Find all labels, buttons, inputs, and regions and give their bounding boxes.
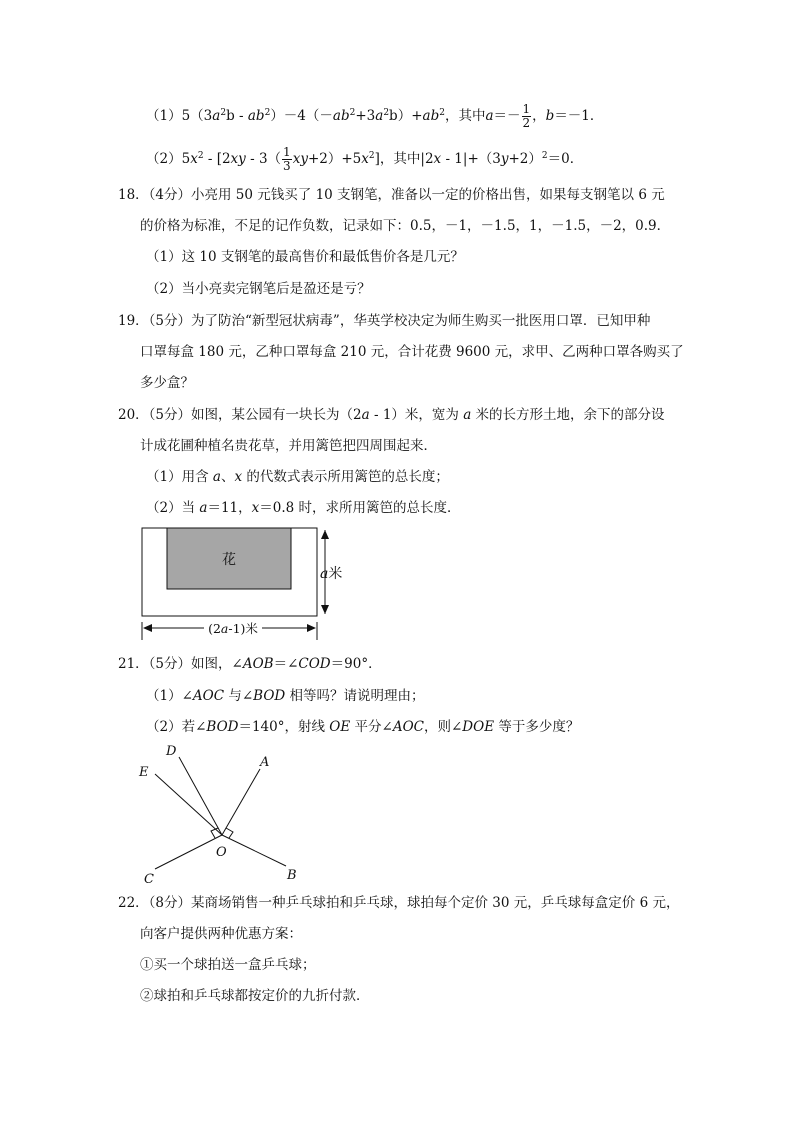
q17-p1-expr: ）－4（－ [270,108,333,124]
angle-COD: COD [298,656,331,672]
q20-text: 米的长方形土地，余下的部分设 [471,407,665,423]
point-D-label: D [166,744,177,759]
point-O-label: O [216,845,227,860]
var-a: a [463,407,472,423]
length-label: (2a-1)米 [208,621,258,636]
q21-text: 与∠ [224,688,254,704]
q17-p2-expr: - 3（ [245,151,282,167]
q17-p1-expr: 5（3 [181,108,213,124]
angle-AOC: AOC [192,688,225,704]
q17-p1-expr: b - [226,108,248,124]
q20-figure [130,522,360,647]
q20-line1 [118,405,665,425]
var-x: x [361,151,369,167]
q17-part1: $(1)5(3a^2b - ab^2)-4(-ab^2+3a^2b)+ab^2$，其中a＝－ $\frac{1}{2}$ ，b＝－1． [146,102,604,130]
var-ab: ab [422,108,440,124]
q20-text: （2）当 [146,500,200,516]
angle-AOC: AOC [392,719,424,735]
q21-text: 平分∠ [350,719,393,735]
right-angle-mark-COD [211,828,218,838]
ray-OE: OE [329,719,351,735]
q21-question1 [146,686,425,706]
var-a: a [212,108,221,124]
q21-line1 [118,654,382,674]
q17-p2-expr: 5 [181,151,191,167]
q17-p2-expr: - 1|+（3 [441,151,501,167]
q17-p2-expr: ＝0． [547,151,584,167]
var-x: x [251,500,260,516]
point-C-label: C [144,872,154,887]
width-label: a米 [320,566,343,582]
var-xy: xy [292,151,308,167]
q20-text: 、 [220,469,235,485]
q20-text: ＝0.8 时，求所用篱笆的总长度． [259,500,461,516]
q21-text: （2）若∠ [146,719,207,735]
q17-p1-cond: ，其中 [444,108,486,124]
q22-line2: 向客户提供两种优惠方案： [140,926,302,942]
q19-line1: 19．（5分）为了防治“新型冠状病毒”，华英学校决定为师生购买一批医用口罩．已知甲种 [118,313,651,329]
q20-text: 的代数式表示所用篱笆的总长度； [242,469,449,485]
q18-question2: （2）当小亮卖完钢笔后是盈还是亏？ [146,281,371,297]
q21-text: 等于多少度？ [494,719,580,735]
var-a: a [375,108,384,124]
q21-text: （1）∠ [146,688,193,704]
q17-part1-label: （1） [146,108,182,124]
q21-question2 [146,717,579,737]
var-a: a [212,469,221,485]
point-B-label: B [287,868,297,883]
arrow-left-icon [143,624,152,632]
q21-figure [130,738,310,888]
point-E-label: E [139,765,149,780]
q17-p2-expr: ]，其中|2 [374,151,434,167]
q17-p1-expr: +3 [355,108,376,124]
q17-p1-expr: b）+ [389,108,423,124]
fraction-half: $\frac{1}{2}$ [522,102,531,130]
angle-BOD: BOD [206,719,239,735]
q17-p2-expr: - [2 [203,151,231,167]
q17-p2-expr: +2） [508,151,542,167]
var-a: a [485,108,494,124]
ray-OA-line [222,769,260,835]
q20-text: ＝11， [207,500,252,516]
var-x: x [190,151,198,167]
var-x: x [433,151,442,167]
q18-line2: 的价格为标准，不足的记作负数，记录如下：0.5，－1，－1.5，1，－1.5，－2，0.9． [140,218,671,234]
q20-text: （1）用含 [146,469,213,485]
arrow-right-icon [307,624,316,632]
q21-text: ＝140°，射线 [238,719,330,735]
q17-p2-expr: +2）+5 [307,151,362,167]
q20-question2 [146,498,461,518]
q17-p1-eq: ＝－1． [554,108,604,124]
q22-option2: ②球拍和乒乓球都按定价的九折付款． [140,988,370,1004]
var-a: a [361,407,370,423]
ray-OE-line [155,774,222,835]
q17-p1-eq: ＝－ [493,108,521,124]
q21-text: 21．（5分）如图，∠ [118,656,243,672]
var-ab: ab [247,108,265,124]
angle-BOD: BOD [253,688,286,704]
q17-part2: $(2)5x^2 - [2xy - 3$（ $\frac{1}{3}$ $xy+2)+5x^2$]，其中$|2x - 1|+(3y+2)^2=0$． [146,145,584,173]
q21-text: ，则∠ [423,719,463,735]
q18-line1: 18．（4分）小亮用 50 元钱买了 10 支钢笔，准备以一定的价格出售，如果每支钢笔以 6 元 [118,187,665,203]
q21-text: ＝∠ [273,656,299,672]
var-y: y [500,151,509,167]
ray-OB-line [222,835,286,866]
ray-OD-line [179,757,222,835]
angle-AOB: AOB [242,656,274,672]
q20-text: - 1）米，宽为 [369,407,464,423]
var-a: a [199,500,208,516]
ray-OC-line [155,835,222,869]
flower-label: 花 [222,552,236,568]
q22-line1: 22．（8分）某商场销售一种乒乓球拍和乒乓球，球拍每个定价 30 元，乒乓球每盒定价 6 元， [118,895,680,911]
q21-text: ＝90°． [330,656,382,672]
angle-DOE: DOE [462,719,495,735]
q20-text: 20．（5分）如图，某公园有一块长为（2 [118,407,362,423]
point-A-label: A [260,755,270,770]
q22-option1: ①买一个球拍送一盒乒乓球； [140,957,316,973]
q18-question1: （1）这 10 支钢笔的最高售价和最低售价各是几元？ [146,249,464,265]
var-b: b [545,108,555,124]
var-x: x [234,469,243,485]
right-angle-mark-AOB [226,828,233,838]
q20-line2: 计成花圃种植名贵花草，并用篱笆把四周围起来． [140,438,437,454]
q19-line3: 多少盒？ [140,375,194,391]
q20-question1 [146,467,449,487]
arrow-up-icon [321,530,329,539]
arrow-down-icon [321,605,329,614]
q17-part2-label: （2） [146,151,182,167]
q19-line2: 口罩每盒 180 元，乙种口罩每盒 210 元，合计花费 9600 元，求甲、乙两种口罩各购买了 [140,344,684,360]
q21-text: 相等吗？请说明理由； [285,688,425,704]
var-xy: xy [230,151,246,167]
var-ab: ab [332,108,350,124]
fraction-third: $\frac{1}{3}$ [283,145,291,173]
